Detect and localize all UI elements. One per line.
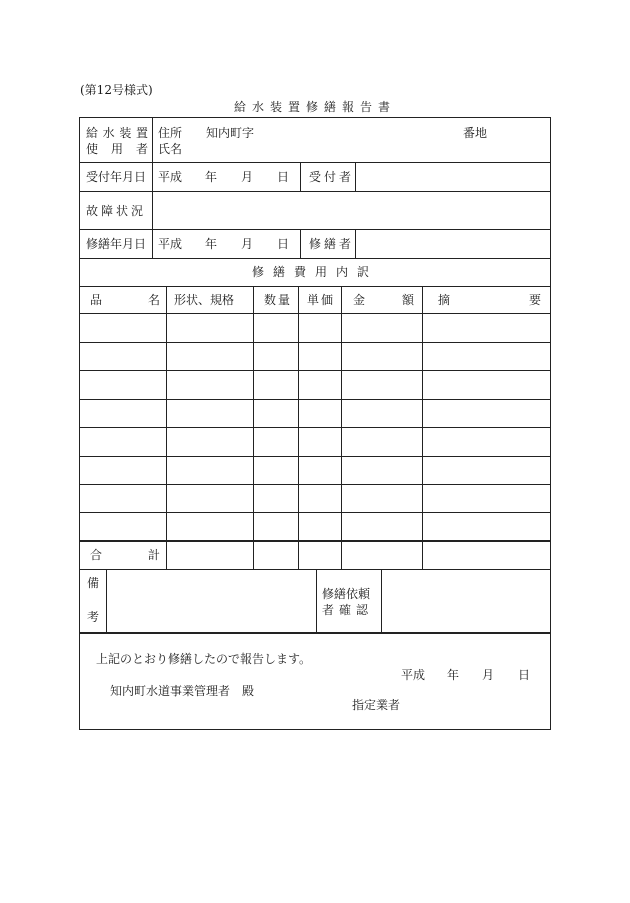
col-quantity: 数量 [264, 293, 293, 307]
col-divider [166, 286, 167, 569]
label-char: 者 [135, 142, 148, 156]
repair-month-unit: 月 [241, 237, 254, 251]
row-divider [80, 427, 550, 428]
row-divider [80, 229, 550, 230]
reception-date-label: 受付年月日 [86, 170, 147, 184]
report-month-unit: 月 [482, 668, 495, 682]
address-suffix: 番地 [463, 126, 488, 140]
col-divider [381, 569, 382, 632]
repair-day-unit: 日 [277, 237, 290, 251]
repair-date-label: 修繕年月日 [86, 237, 147, 251]
total-label-2: 計 [148, 548, 161, 562]
label-char: 装 [119, 126, 132, 140]
report-statement: 上記のとおり修繕したので報告します。 [96, 652, 312, 666]
col-remarks-1: 摘 [438, 293, 451, 307]
repairer-label: 修繕者 [309, 237, 355, 251]
row-divider [80, 313, 550, 314]
cost-section-title: 修繕費用内訳 [251, 265, 378, 279]
label-char: 置 [135, 126, 148, 140]
applicant-label-line2 [86, 142, 148, 156]
col-remarks-2: 要 [529, 293, 542, 307]
repair-year-unit: 年 [205, 237, 218, 251]
name-label: 氏名 [158, 142, 183, 156]
label-char: 水 [102, 126, 115, 140]
col-divider [300, 162, 301, 191]
report-addressee: 知内町水道事業管理者 殿 [110, 684, 255, 698]
row-divider [80, 484, 550, 485]
col-divider [106, 569, 107, 632]
col-divider [152, 118, 153, 229]
col-divider [300, 229, 301, 258]
col-item-2: 名 [148, 293, 161, 307]
row-divider [80, 512, 550, 513]
document-title: 給水装置修繕報告書 [233, 100, 396, 114]
form-frame [79, 117, 551, 730]
col-divider [422, 286, 423, 569]
label-char: 用 [110, 142, 123, 156]
col-amount-1: 金 [353, 293, 366, 307]
row-divider [80, 456, 550, 457]
report-day-unit: 日 [518, 668, 531, 682]
row-divider [80, 399, 550, 400]
reception-year-unit: 年 [205, 170, 218, 184]
notes-label-2: 考 [87, 610, 100, 624]
reception-month-unit: 月 [241, 170, 254, 184]
receiver-label: 受付者 [309, 170, 355, 184]
report-era: 平成 [401, 668, 426, 682]
row-divider [80, 569, 550, 570]
report-year-unit: 年 [447, 668, 460, 682]
fault-label: 故障状況 [86, 204, 147, 218]
total-divider [80, 540, 550, 542]
col-divider [341, 286, 342, 569]
col-unit-price: 単価 [307, 293, 336, 307]
col-divider [152, 229, 153, 258]
notes-label-1: 備 [87, 576, 100, 590]
address-town: 知内町字 [206, 126, 255, 140]
col-divider [253, 286, 254, 569]
repair-era: 平成 [158, 237, 183, 251]
col-item-1: 品 [90, 293, 103, 307]
row-divider [80, 258, 550, 259]
report-divider [80, 632, 550, 634]
col-divider [355, 162, 356, 191]
col-spec: 形状、規格 [174, 293, 235, 307]
total-label-1: 合 [90, 548, 103, 562]
row-divider [80, 191, 550, 192]
confirm-label-line2: 者確認 [322, 603, 374, 617]
form-number: (第12号様式) [80, 83, 153, 97]
contractor-label: 指定業者 [352, 698, 401, 712]
applicant-label-line1 [86, 126, 148, 140]
label-char: 給 [86, 126, 99, 140]
address-label: 住所 [158, 126, 183, 140]
label-char: 使 [86, 142, 99, 156]
col-divider [355, 229, 356, 258]
col-amount-2: 額 [402, 293, 415, 307]
col-divider [316, 569, 317, 632]
row-divider [80, 286, 550, 287]
reception-era: 平成 [158, 170, 183, 184]
row-divider [80, 162, 550, 163]
row-divider [80, 342, 550, 343]
reception-day-unit: 日 [277, 170, 290, 184]
row-divider [80, 370, 550, 371]
confirm-label-line1: 修繕依頼 [322, 587, 371, 601]
col-divider [298, 286, 299, 569]
